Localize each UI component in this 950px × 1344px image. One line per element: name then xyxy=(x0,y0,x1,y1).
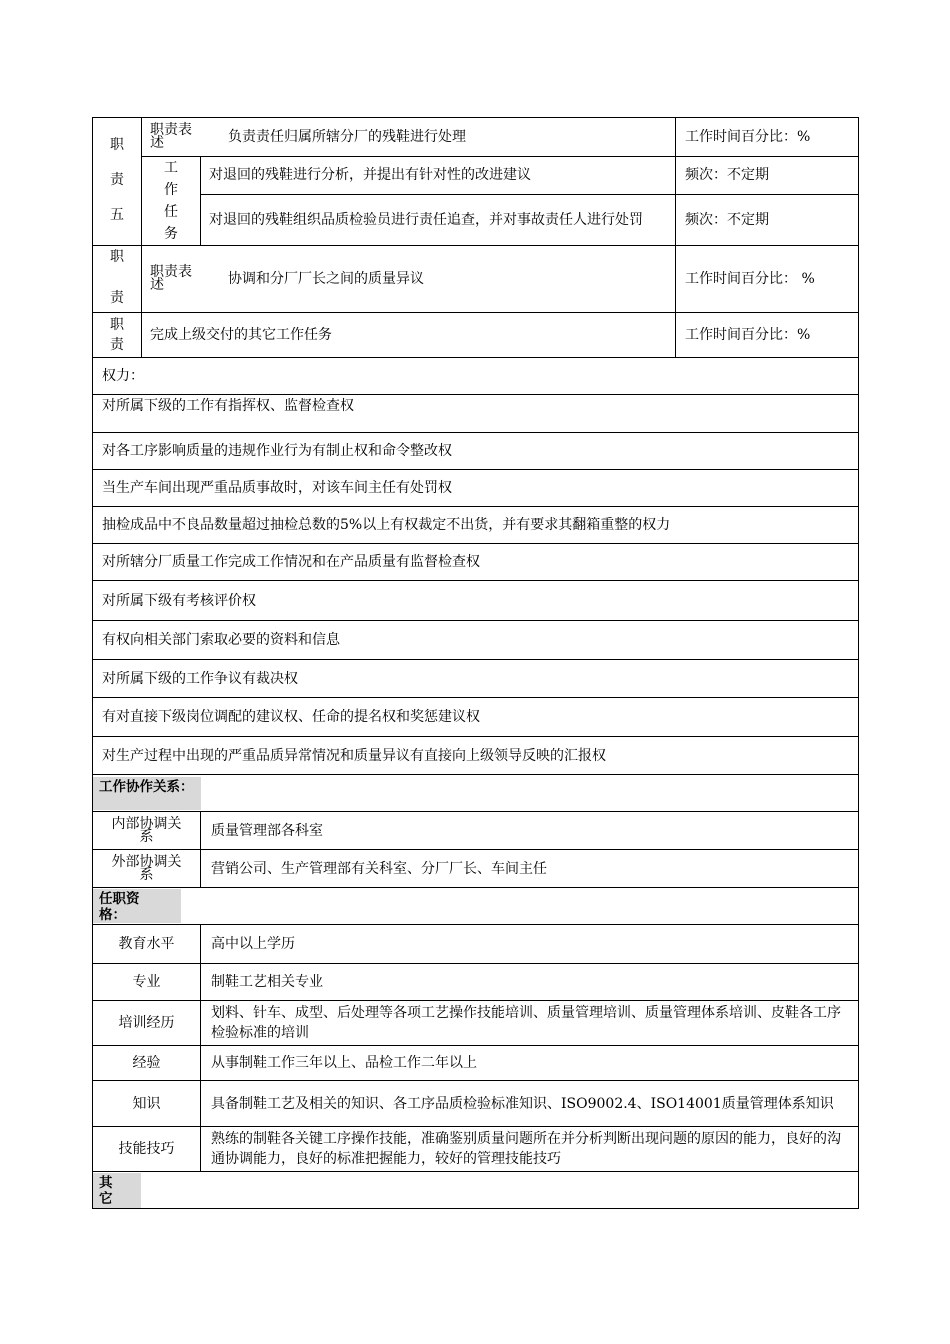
authority-item: 对所属下级的工作有指挥权、监督检查权 xyxy=(93,395,859,433)
duty7-side-label: 职 责 xyxy=(93,313,142,358)
qualification-label: 经验 xyxy=(93,1046,201,1081)
duty6-side-label: 职 责 xyxy=(93,246,142,313)
authority-item: 对所属下级有考核评价权 xyxy=(93,581,859,621)
duty6-desc-pct: 工作时间百分比： % xyxy=(676,246,859,313)
duty5-side-label: 职 责 五 xyxy=(93,118,142,246)
duty7-row xyxy=(93,313,859,358)
duty5-task-label: 工 作 任 务 xyxy=(142,157,201,246)
cooperation-value: 营销公司、生产管理部有关科室、分厂厂长、车间主任 xyxy=(201,850,859,888)
authority-title-row xyxy=(93,358,859,395)
authority-item: 当生产车间出现严重品质事故时，对该车间主任有处罚权 xyxy=(93,470,859,507)
authority-item: 对所辖分厂质量工作完成工作情况和在产品质量有监督检查权 xyxy=(93,544,859,581)
qualification-value: 熟练的制鞋各关键工序操作技能，准确鉴别质量问题所在并分析判断出现问题的原因的能力，良好的沟通协调能力，良好的标准把握能力，较好的管理技能技巧 xyxy=(201,1127,859,1172)
qualification-row xyxy=(93,964,859,1001)
qualification-label: 教育水平 xyxy=(93,925,201,964)
duty5-task-2-text: 对退回的残鞋组织品质检验员进行责任追查，并对事故责任人进行处罚 xyxy=(201,194,676,245)
authority-item: 有对直接下级岗位调配的建议权、任命的提名权和奖惩建议权 xyxy=(93,698,859,737)
qualification-title: 任职资格： xyxy=(93,889,181,923)
qualification-label: 知识 xyxy=(93,1081,201,1127)
duty5-task-2-freq: 频次：不定期 xyxy=(676,194,859,245)
cooperation-title-row xyxy=(93,775,859,812)
authority-title: 权力： xyxy=(93,358,859,395)
qualification-label: 专业 xyxy=(93,964,201,1001)
authority-item: 对各工序影响质量的违规作业行为有制止权和命令整改权 xyxy=(93,433,859,470)
authority-item: 对所属下级的工作争议有裁决权 xyxy=(93,660,859,698)
duty7-pct: 工作时间百分比：% xyxy=(676,313,859,358)
other-row xyxy=(93,1172,859,1209)
cooperation-value: 质量管理部各科室 xyxy=(201,812,859,850)
job-description-table xyxy=(92,117,859,1209)
duty5-desc-pct: 工作时间百分比：% xyxy=(676,118,859,157)
duty5-task-1-text: 对退回的残鞋进行分析，并提出有针对性的改进建议 xyxy=(201,157,676,195)
duty5-task-row-2 xyxy=(93,194,859,245)
qualification-row xyxy=(93,1081,859,1127)
other-title: 其它 xyxy=(93,1173,141,1208)
qualification-row xyxy=(93,1127,859,1172)
qualification-row xyxy=(93,925,859,964)
qualification-row xyxy=(93,1001,859,1046)
duty6-desc-text: 协调和分厂厂长之间的质量异议 xyxy=(228,271,424,287)
qualification-label: 培训经历 xyxy=(93,1001,201,1046)
duty7-text: 完成上级交付的其它工作任务 xyxy=(142,313,676,358)
job-description-sheet xyxy=(92,117,858,1209)
qualification-title-row xyxy=(93,888,859,925)
qualification-row xyxy=(93,1046,859,1081)
duty6-row xyxy=(93,246,859,313)
duty5-desc-text: 负责责任归属所辖分厂的残鞋进行处理 xyxy=(228,129,466,145)
qualification-value: 高中以上学历 xyxy=(201,925,859,964)
duty5-task-row-1 xyxy=(93,157,859,195)
qualification-value: 制鞋工艺相关专业 xyxy=(201,964,859,1001)
authority-item: 抽检成品中不良品数量超过抽检总数的5%以上有权裁定不出货，并有要求其翻箱重整的权力 xyxy=(93,507,859,544)
cooperation-label: 内部协调关系 xyxy=(93,812,201,850)
qualification-value: 具备制鞋工艺及相关的知识、各工序品质检验标准知识、ISO9002.4、ISO14001质量管理体系知识 xyxy=(201,1081,859,1127)
cooperation-title: 工作协作关系： xyxy=(93,777,201,810)
cooperation-row xyxy=(93,850,859,888)
qualification-label: 技能技巧 xyxy=(93,1127,201,1172)
qualification-value: 划料、针车、成型、后处理等各项工艺操作技能培训、质量管理培训、质量管理体系培训、皮鞋各工序检验标准的培训 xyxy=(201,1001,859,1046)
duty6-desc-label: 职责表述 xyxy=(150,264,192,293)
authority-item: 有权向相关部门索取必要的资料和信息 xyxy=(93,621,859,660)
duty5-task-1-freq: 频次：不定期 xyxy=(676,157,859,195)
qualification-value: 从事制鞋工作三年以上、品检工作二年以上 xyxy=(201,1046,859,1081)
duty5-desc-row xyxy=(93,118,859,157)
cooperation-row xyxy=(93,812,859,850)
duty5-desc-label: 职责表述 xyxy=(150,122,192,151)
cooperation-label: 外部协调关系 xyxy=(93,850,201,888)
authority-item: 对生产过程中出现的严重品质异常情况和质量异议有直接向上级领导反映的汇报权 xyxy=(93,737,859,775)
